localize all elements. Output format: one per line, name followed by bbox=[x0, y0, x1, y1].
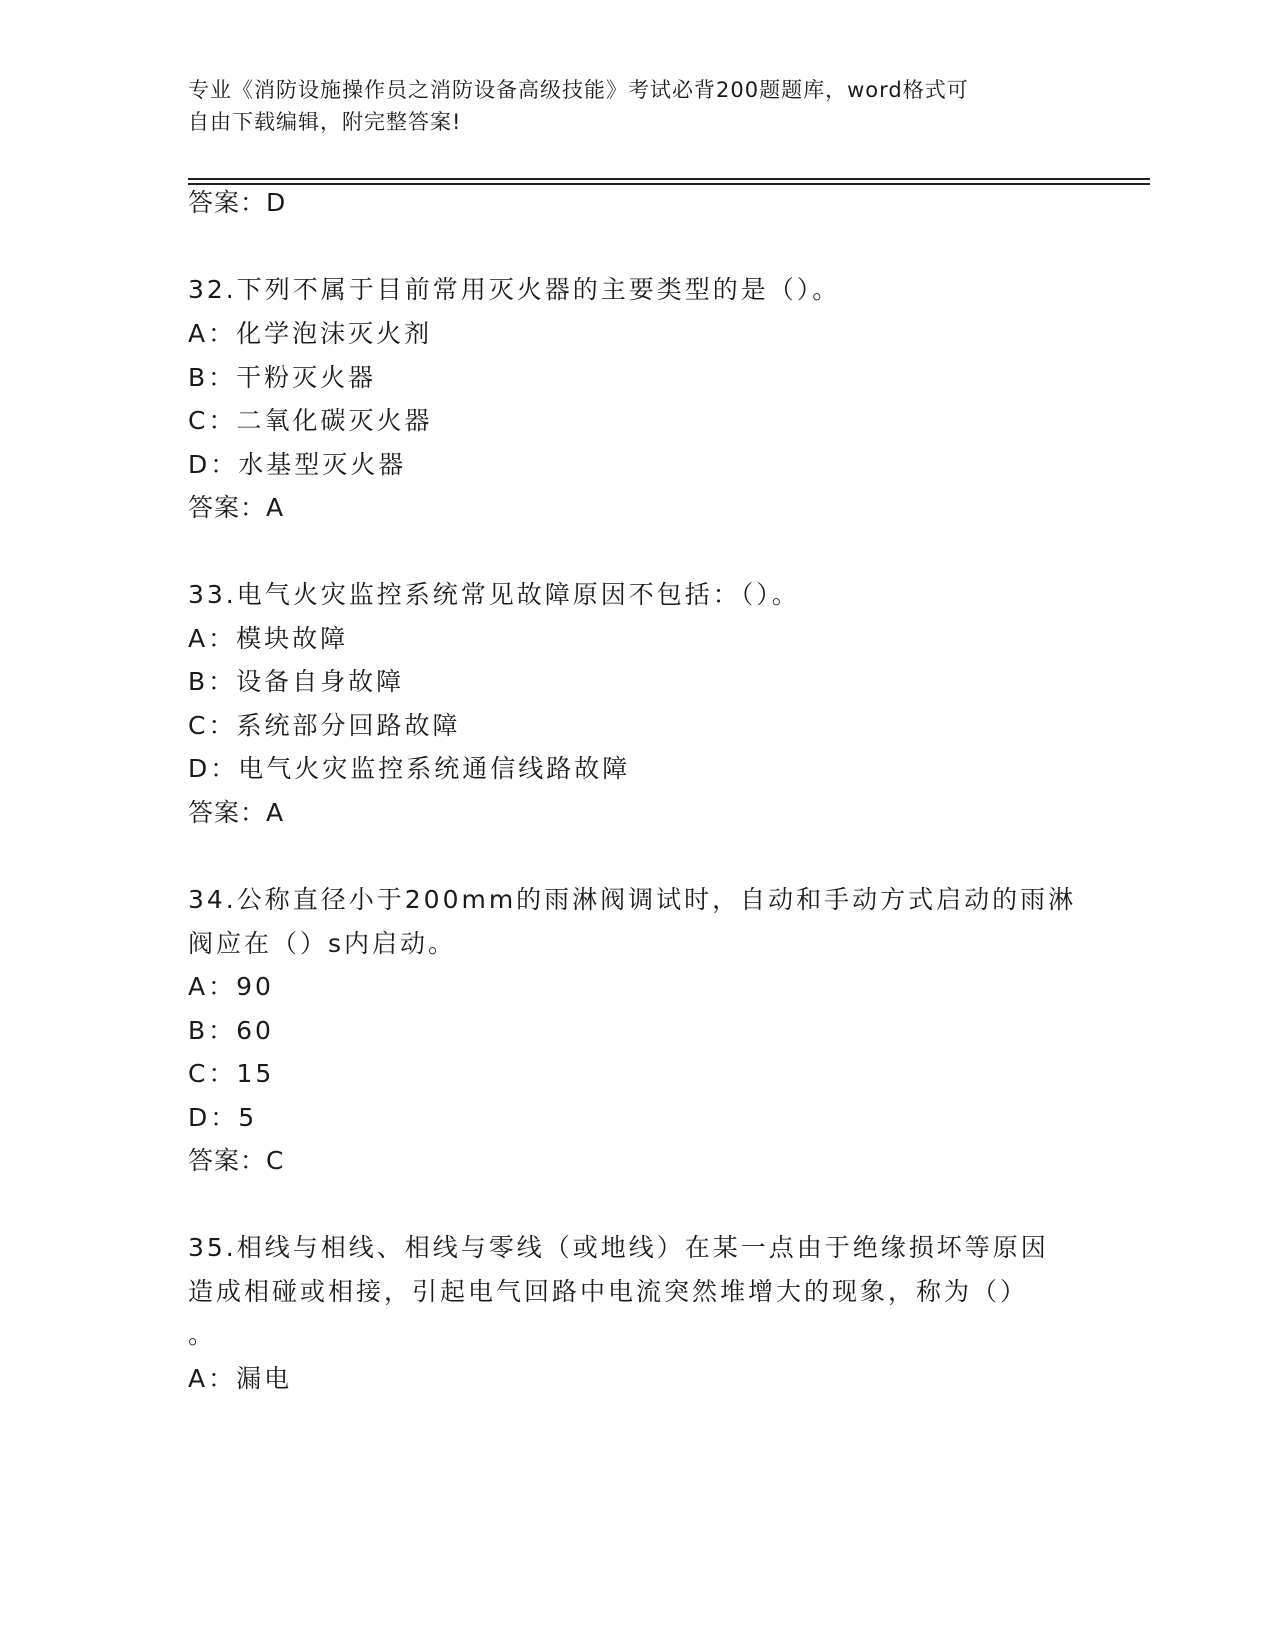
question-35-text-line-3: 。 bbox=[188, 1320, 217, 1349]
question-34-option-b: B：60 bbox=[188, 1016, 274, 1045]
header-line-2: 自由下载编辑，附完整答案! bbox=[188, 110, 462, 134]
question-33-text: 33.电气火灾监控系统常见故障原因不包括：（）。 bbox=[188, 580, 800, 609]
header-line-1: 专业《消防设施操作员之消防设备高级技能》考试必背200题题库，word格式可 bbox=[188, 78, 969, 102]
question-34-option-a: A：90 bbox=[188, 972, 274, 1001]
question-32-option-b: B：干粉灭火器 bbox=[188, 363, 377, 392]
question-35-text-line-1: 35.相线与相线、相线与零线（或地线）在某一点由于绝缘损坏等原因 bbox=[188, 1233, 1049, 1262]
question-33-option-a: A：模块故障 bbox=[188, 624, 349, 653]
question-34-option-c: C：15 bbox=[188, 1059, 275, 1088]
answer-q31: 答案：D bbox=[188, 188, 287, 217]
question-34-text-line-1: 34.公称直径小于200mm的雨淋阀调试时，自动和手动方式启动的雨淋 bbox=[188, 885, 1077, 914]
question-34-text-line-2: 阀应在（）s内启动。 bbox=[188, 929, 457, 958]
question-32-option-a: A：化学泡沫灭火剂 bbox=[188, 319, 433, 348]
question-35-option-a: A：漏电 bbox=[188, 1364, 293, 1393]
question-32-option-c: C：二氧化碳灭火器 bbox=[188, 406, 433, 435]
header-rule-top bbox=[188, 178, 1150, 180]
question-32-text: 32.下列不属于目前常用灭火器的主要类型的是（）。 bbox=[188, 275, 841, 304]
question-33-option-c: C：系统部分回路故障 bbox=[188, 711, 461, 740]
header-rule-bottom bbox=[188, 183, 1150, 185]
question-33-option-b: B：设备自身故障 bbox=[188, 667, 405, 696]
answer-q33: 答案：A bbox=[188, 798, 285, 827]
question-33-option-d: D：电气火灾监控系统通信线路故障 bbox=[188, 754, 631, 783]
question-34-option-d: D：5 bbox=[188, 1103, 258, 1132]
question-32-option-d: D：水基型灭火器 bbox=[188, 450, 407, 479]
answer-q32: 答案：A bbox=[188, 493, 285, 522]
answer-q34: 答案：C bbox=[188, 1146, 285, 1175]
question-35-text-line-2: 造成相碰或相接，引起电气回路中电流突然堆增大的现象，称为（） bbox=[188, 1277, 1029, 1306]
